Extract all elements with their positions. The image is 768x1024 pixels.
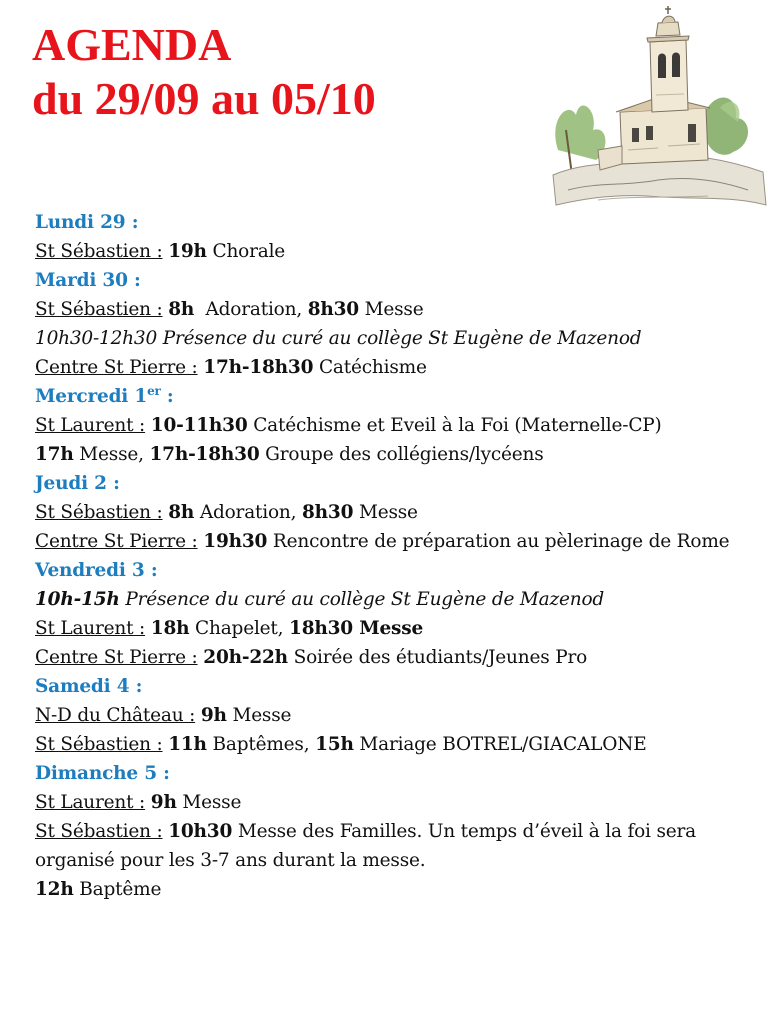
event-time: 19h30 (203, 531, 268, 552)
title-line-2: du 29/09 au 05/10 (32, 73, 376, 124)
event-text: Messe (226, 705, 292, 726)
event-time: 20h-22h (203, 647, 288, 668)
event-text: Messe des Familles. Un temps d’éveil à la foi sera organisé pour les 3-7 ans durant la messe. (35, 821, 696, 871)
event-line (35, 498, 755, 527)
event-line (35, 730, 755, 759)
event-time: 17h-18h30 (149, 444, 260, 465)
event-text: Baptême (73, 879, 162, 900)
event-line (35, 353, 755, 382)
place-name: Centre St Pierre : (35, 357, 198, 378)
day-heading-samedi: Samedi 4 : (35, 676, 143, 697)
event-time: 10-11h30 (150, 415, 248, 436)
event-text: Messe (176, 792, 242, 813)
event-text: Rencontre de préparation au pèlerinage de Rome (267, 531, 730, 552)
event-time: 11h (168, 734, 207, 755)
event-time: 15h (315, 734, 354, 755)
event-line (35, 440, 755, 469)
event-line: 10h30-12h30 Présence du curé au collège St Eugène de Mazenod (35, 328, 642, 349)
event-time: 10h-15h (35, 589, 120, 610)
place-name: St Laurent : (35, 792, 146, 813)
event-text: Messe (358, 299, 424, 320)
event-line (35, 643, 755, 672)
event-line (35, 701, 755, 730)
day-suffix: : (160, 386, 174, 407)
place-name: St Sébastien : (35, 502, 163, 523)
agenda-title (32, 18, 376, 126)
place-name: St Sébastien : (35, 299, 163, 320)
agenda-list (35, 208, 755, 904)
day-heading-dimanche: Dimanche 5 : (35, 763, 170, 784)
event-text: Chorale (206, 241, 286, 262)
place-name: St Laurent : (35, 618, 146, 639)
event-text: Messe, (73, 444, 150, 465)
event-time: 12h (35, 879, 74, 900)
event-time: 10h30 (168, 821, 233, 842)
day-label: Mercredi 1 (35, 386, 148, 407)
event-text: Adoration, (194, 502, 302, 523)
event-text: Catéchisme (313, 357, 427, 378)
event-time: 17h (35, 444, 74, 465)
event-time: 19h (168, 241, 207, 262)
event-line (35, 585, 755, 614)
event-text: Mariage BOTREL/GIACALONE (353, 734, 647, 755)
event-time: 18h (150, 618, 190, 639)
event-time: 8h (168, 299, 195, 320)
event-time: 8h30 (302, 502, 354, 523)
day-heading-lundi: Lundi 29 : (35, 212, 139, 233)
day-heading-vendredi: Vendredi 3 : (35, 560, 158, 581)
event-time: 8h30 (307, 299, 359, 320)
place-name: St Sébastien : (35, 821, 163, 842)
title-line-1: AGENDA (32, 19, 232, 70)
event-time: 18h30 Messe (289, 618, 424, 639)
place-name: Centre St Pierre : (35, 531, 198, 552)
event-time: 9h (200, 705, 227, 726)
day-superscript: er (147, 383, 161, 398)
event-text: Présence du curé au collège St Eugène de Mazenod (119, 589, 605, 610)
event-line (35, 295, 755, 324)
event-line (35, 875, 755, 904)
church-watercolor-icon (538, 0, 768, 232)
place-name: St Sébastien : (35, 241, 163, 262)
place-name: Centre St Pierre : (35, 647, 198, 668)
event-line (35, 411, 755, 440)
event-text: Baptêmes, (206, 734, 316, 755)
event-line (35, 237, 755, 266)
event-text: Messe (353, 502, 418, 523)
event-line (35, 614, 755, 643)
event-text: Groupe des collégiens/lycéens (259, 444, 544, 465)
day-heading-mercredi (35, 382, 755, 411)
day-heading-jeudi: Jeudi 2 : (35, 473, 120, 494)
event-line (35, 817, 755, 875)
event-line (35, 788, 755, 817)
event-time: 8h (168, 502, 195, 523)
place-name: N-D du Château : (35, 705, 196, 726)
event-text: Soirée des étudiants/Jeunes Pro (287, 647, 588, 668)
event-text: Adoration, (194, 299, 308, 320)
event-text: Chapelet, (189, 618, 290, 639)
event-line (35, 527, 755, 556)
event-time: 9h (150, 792, 177, 813)
place-name: St Sébastien : (35, 734, 163, 755)
place-name: St Laurent : (35, 415, 146, 436)
day-heading-mardi: Mardi 30 : (35, 270, 141, 291)
event-time: 17h-18h30 (203, 357, 314, 378)
event-text: Catéchisme et Eveil à la Foi (Maternelle-CP) (247, 415, 662, 436)
